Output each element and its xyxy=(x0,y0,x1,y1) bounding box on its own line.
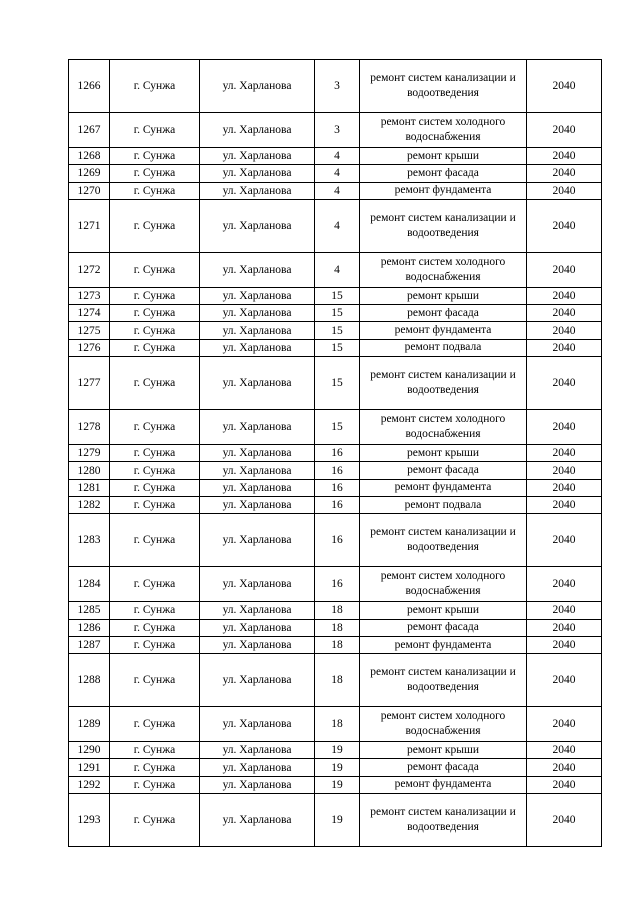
cell-house-number: 16 xyxy=(315,479,360,496)
cell-work-type: ремонт крыши xyxy=(360,445,527,462)
cell-city: г. Сунжа xyxy=(110,165,200,182)
cell-row-number: 1273 xyxy=(69,287,110,304)
cell-row-number: 1287 xyxy=(69,636,110,653)
table-row xyxy=(69,776,602,793)
cell-house-number: 19 xyxy=(315,776,360,793)
table-row xyxy=(69,514,602,567)
cell-row-number: 1280 xyxy=(69,462,110,479)
table-row xyxy=(69,410,602,445)
cell-house-number: 4 xyxy=(315,252,360,287)
cell-street: ул. Харланова xyxy=(200,148,315,165)
table-row xyxy=(69,113,602,148)
cell-row-number: 1267 xyxy=(69,113,110,148)
cell-house-number: 19 xyxy=(315,794,360,847)
cell-street: ул. Харланова xyxy=(200,654,315,707)
cell-city: г. Сунжа xyxy=(110,113,200,148)
cell-street: ул. Харланова xyxy=(200,479,315,496)
cell-year: 2040 xyxy=(527,165,602,182)
cell-year: 2040 xyxy=(527,182,602,199)
cell-street: ул. Харланова xyxy=(200,113,315,148)
cell-row-number: 1284 xyxy=(69,567,110,602)
cell-year: 2040 xyxy=(527,514,602,567)
table-row xyxy=(69,357,602,410)
cell-work-type: ремонт фасада xyxy=(360,165,527,182)
cell-work-type: ремонт крыши xyxy=(360,602,527,619)
table-row xyxy=(69,199,602,252)
table-row xyxy=(69,462,602,479)
table-row xyxy=(69,707,602,742)
cell-house-number: 18 xyxy=(315,636,360,653)
cell-city: г. Сунжа xyxy=(110,357,200,410)
cell-street: ул. Харланова xyxy=(200,60,315,113)
cell-work-type: ремонт систем холодного водоснабжения xyxy=(360,567,527,602)
table-row xyxy=(69,305,602,322)
cell-work-type: ремонт фундамента xyxy=(360,182,527,199)
cell-work-type: ремонт систем канализации и водоотведения xyxy=(360,357,527,410)
cell-city: г. Сунжа xyxy=(110,496,200,513)
table-row xyxy=(69,567,602,602)
cell-row-number: 1286 xyxy=(69,619,110,636)
cell-year: 2040 xyxy=(527,707,602,742)
cell-street: ул. Харланова xyxy=(200,514,315,567)
cell-work-type: ремонт подвала xyxy=(360,496,527,513)
cell-street: ул. Харланова xyxy=(200,165,315,182)
table-row xyxy=(69,339,602,356)
cell-year: 2040 xyxy=(527,148,602,165)
cell-row-number: 1282 xyxy=(69,496,110,513)
table-row xyxy=(69,602,602,619)
cell-year: 2040 xyxy=(527,636,602,653)
cell-row-number: 1271 xyxy=(69,199,110,252)
cell-city: г. Сунжа xyxy=(110,322,200,339)
cell-house-number: 19 xyxy=(315,742,360,759)
cell-city: г. Сунжа xyxy=(110,339,200,356)
cell-row-number: 1279 xyxy=(69,445,110,462)
cell-row-number: 1293 xyxy=(69,794,110,847)
cell-street: ул. Харланова xyxy=(200,602,315,619)
cell-row-number: 1291 xyxy=(69,759,110,776)
cell-work-type: ремонт систем канализации и водоотведения xyxy=(360,514,527,567)
cell-year: 2040 xyxy=(527,113,602,148)
cell-work-type: ремонт подвала xyxy=(360,339,527,356)
cell-work-type: ремонт фундамента xyxy=(360,636,527,653)
cell-work-type: ремонт систем холодного водоснабжения xyxy=(360,707,527,742)
cell-row-number: 1285 xyxy=(69,602,110,619)
cell-row-number: 1274 xyxy=(69,305,110,322)
cell-row-number: 1277 xyxy=(69,357,110,410)
table-row xyxy=(69,759,602,776)
cell-year: 2040 xyxy=(527,199,602,252)
cell-year: 2040 xyxy=(527,357,602,410)
cell-street: ул. Харланова xyxy=(200,496,315,513)
cell-house-number: 4 xyxy=(315,182,360,199)
cell-row-number: 1270 xyxy=(69,182,110,199)
cell-city: г. Сунжа xyxy=(110,305,200,322)
table-row xyxy=(69,322,602,339)
cell-city: г. Сунжа xyxy=(110,742,200,759)
cell-city: г. Сунжа xyxy=(110,759,200,776)
cell-house-number: 18 xyxy=(315,707,360,742)
cell-work-type: ремонт крыши xyxy=(360,287,527,304)
cell-work-type: ремонт фасада xyxy=(360,462,527,479)
cell-city: г. Сунжа xyxy=(110,567,200,602)
cell-year: 2040 xyxy=(527,322,602,339)
cell-work-type: ремонт систем канализации и водоотведения xyxy=(360,654,527,707)
repair-schedule-table xyxy=(68,59,602,847)
table-row xyxy=(69,619,602,636)
table-row xyxy=(69,742,602,759)
cell-house-number: 15 xyxy=(315,305,360,322)
table-row xyxy=(69,182,602,199)
cell-row-number: 1289 xyxy=(69,707,110,742)
cell-year: 2040 xyxy=(527,654,602,707)
cell-street: ул. Харланова xyxy=(200,742,315,759)
cell-house-number: 15 xyxy=(315,287,360,304)
cell-house-number: 16 xyxy=(315,445,360,462)
cell-house-number: 18 xyxy=(315,602,360,619)
table-row xyxy=(69,654,602,707)
cell-city: г. Сунжа xyxy=(110,636,200,653)
cell-house-number: 3 xyxy=(315,113,360,148)
cell-year: 2040 xyxy=(527,619,602,636)
cell-row-number: 1283 xyxy=(69,514,110,567)
cell-work-type: ремонт систем холодного водоснабжения xyxy=(360,410,527,445)
cell-year: 2040 xyxy=(527,794,602,847)
cell-city: г. Сунжа xyxy=(110,707,200,742)
cell-city: г. Сунжа xyxy=(110,602,200,619)
cell-street: ул. Харланова xyxy=(200,287,315,304)
cell-street: ул. Харланова xyxy=(200,462,315,479)
cell-street: ул. Харланова xyxy=(200,445,315,462)
cell-year: 2040 xyxy=(527,496,602,513)
cell-street: ул. Харланова xyxy=(200,410,315,445)
cell-house-number: 15 xyxy=(315,322,360,339)
table-row xyxy=(69,496,602,513)
cell-house-number: 16 xyxy=(315,567,360,602)
cell-street: ул. Харланова xyxy=(200,252,315,287)
cell-row-number: 1276 xyxy=(69,339,110,356)
cell-year: 2040 xyxy=(527,305,602,322)
cell-street: ул. Харланова xyxy=(200,636,315,653)
cell-row-number: 1272 xyxy=(69,252,110,287)
cell-row-number: 1288 xyxy=(69,654,110,707)
cell-row-number: 1268 xyxy=(69,148,110,165)
cell-work-type: ремонт систем канализации и водоотведения xyxy=(360,199,527,252)
cell-work-type: ремонт фундамента xyxy=(360,322,527,339)
cell-work-type: ремонт систем канализации и водоотведения xyxy=(360,794,527,847)
cell-city: г. Сунжа xyxy=(110,654,200,707)
cell-house-number: 4 xyxy=(315,148,360,165)
cell-row-number: 1292 xyxy=(69,776,110,793)
table-row xyxy=(69,636,602,653)
cell-city: г. Сунжа xyxy=(110,182,200,199)
table-body xyxy=(69,60,602,847)
cell-street: ул. Харланова xyxy=(200,199,315,252)
cell-street: ул. Харланова xyxy=(200,567,315,602)
cell-city: г. Сунжа xyxy=(110,148,200,165)
cell-year: 2040 xyxy=(527,479,602,496)
cell-city: г. Сунжа xyxy=(110,252,200,287)
cell-house-number: 16 xyxy=(315,514,360,567)
cell-work-type: ремонт фасада xyxy=(360,759,527,776)
table-row xyxy=(69,60,602,113)
cell-year: 2040 xyxy=(527,742,602,759)
cell-city: г. Сунжа xyxy=(110,776,200,793)
cell-house-number: 15 xyxy=(315,357,360,410)
cell-city: г. Сунжа xyxy=(110,60,200,113)
table-row xyxy=(69,445,602,462)
cell-year: 2040 xyxy=(527,776,602,793)
cell-row-number: 1290 xyxy=(69,742,110,759)
cell-house-number: 15 xyxy=(315,339,360,356)
table-row xyxy=(69,148,602,165)
cell-street: ул. Харланова xyxy=(200,794,315,847)
cell-year: 2040 xyxy=(527,60,602,113)
cell-house-number: 15 xyxy=(315,410,360,445)
cell-city: г. Сунжа xyxy=(110,619,200,636)
cell-city: г. Сунжа xyxy=(110,514,200,567)
cell-row-number: 1278 xyxy=(69,410,110,445)
cell-work-type: ремонт систем холодного водоснабжения xyxy=(360,252,527,287)
cell-street: ул. Харланова xyxy=(200,776,315,793)
table-row xyxy=(69,794,602,847)
cell-year: 2040 xyxy=(527,462,602,479)
cell-row-number: 1269 xyxy=(69,165,110,182)
cell-work-type: ремонт систем холодного водоснабжения xyxy=(360,113,527,148)
table-row xyxy=(69,252,602,287)
cell-year: 2040 xyxy=(527,567,602,602)
cell-work-type: ремонт крыши xyxy=(360,148,527,165)
cell-year: 2040 xyxy=(527,445,602,462)
cell-year: 2040 xyxy=(527,410,602,445)
cell-work-type: ремонт систем канализации и водоотведения xyxy=(360,60,527,113)
cell-street: ул. Харланова xyxy=(200,322,315,339)
cell-city: г. Сунжа xyxy=(110,445,200,462)
cell-house-number: 4 xyxy=(315,165,360,182)
cell-street: ул. Харланова xyxy=(200,357,315,410)
table-row xyxy=(69,287,602,304)
cell-work-type: ремонт фундамента xyxy=(360,479,527,496)
cell-year: 2040 xyxy=(527,759,602,776)
cell-city: г. Сунжа xyxy=(110,479,200,496)
cell-street: ул. Харланова xyxy=(200,759,315,776)
table-row xyxy=(69,479,602,496)
cell-row-number: 1275 xyxy=(69,322,110,339)
table-row xyxy=(69,165,602,182)
cell-street: ул. Харланова xyxy=(200,305,315,322)
cell-house-number: 4 xyxy=(315,199,360,252)
cell-city: г. Сунжа xyxy=(110,199,200,252)
cell-work-type: ремонт крыши xyxy=(360,742,527,759)
cell-year: 2040 xyxy=(527,602,602,619)
cell-city: г. Сунжа xyxy=(110,410,200,445)
cell-row-number: 1281 xyxy=(69,479,110,496)
cell-work-type: ремонт фасада xyxy=(360,619,527,636)
cell-year: 2040 xyxy=(527,287,602,304)
cell-city: г. Сунжа xyxy=(110,462,200,479)
cell-work-type: ремонт фундамента xyxy=(360,776,527,793)
cell-year: 2040 xyxy=(527,252,602,287)
cell-street: ул. Харланова xyxy=(200,339,315,356)
cell-house-number: 19 xyxy=(315,759,360,776)
cell-street: ул. Харланова xyxy=(200,182,315,199)
cell-work-type: ремонт фасада xyxy=(360,305,527,322)
cell-house-number: 16 xyxy=(315,462,360,479)
cell-house-number: 18 xyxy=(315,654,360,707)
cell-house-number: 18 xyxy=(315,619,360,636)
cell-street: ул. Харланова xyxy=(200,707,315,742)
cell-year: 2040 xyxy=(527,339,602,356)
cell-house-number: 16 xyxy=(315,496,360,513)
cell-city: г. Сунжа xyxy=(110,287,200,304)
cell-row-number: 1266 xyxy=(69,60,110,113)
cell-house-number: 3 xyxy=(315,60,360,113)
cell-city: г. Сунжа xyxy=(110,794,200,847)
cell-street: ул. Харланова xyxy=(200,619,315,636)
